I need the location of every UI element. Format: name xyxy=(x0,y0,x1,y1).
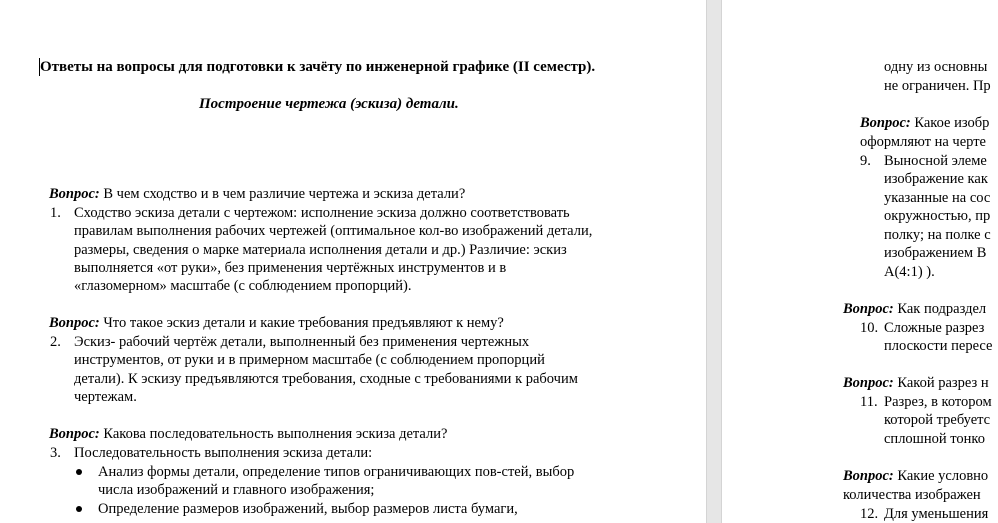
question-8 xyxy=(860,114,989,132)
list-number: 1. xyxy=(50,205,61,221)
question-label: Вопрос: xyxy=(843,468,894,484)
answer-line: «глазомерном» масштабе (с соблюдением пропорций). xyxy=(74,278,412,294)
bullet-line: Определение размеров изображений, выбор размеров листа бумаги, xyxy=(98,501,518,517)
answer-line: чертежам. xyxy=(74,389,137,405)
question-1 xyxy=(49,185,465,203)
document-title: Ответы на вопросы для подготовки к зачёту по инженерной графике (II семестр). xyxy=(40,59,596,75)
answer-line: выполняется «от руки», без применения чертёжных инструментов и в xyxy=(74,260,507,276)
question-text: Какой разрез н xyxy=(893,375,989,391)
question-label: Вопрос: xyxy=(843,375,894,391)
question-label: Вопрос: xyxy=(49,426,100,442)
answer-line: сплошной тонко xyxy=(884,431,985,447)
answer-line: полку; на полке с xyxy=(884,227,991,243)
answer-line: изображением В xyxy=(884,245,987,261)
question-text: Какие условно xyxy=(893,468,989,484)
answer-line: Разрез, в котором xyxy=(884,394,992,410)
list-number: 3. xyxy=(50,445,61,461)
answer-line: которой требуетс xyxy=(884,412,991,428)
answer-line: окружностью, пр xyxy=(884,208,991,224)
text-line: не ограничен. Пр xyxy=(884,78,991,94)
question-text: Какое изобр xyxy=(910,115,990,131)
answer-line: плоскости пересе xyxy=(884,338,993,354)
bullet-line: числа изображений и главного изображения; xyxy=(98,482,375,498)
question-3 xyxy=(49,425,447,443)
list-number: 2. xyxy=(50,334,61,350)
bullet-icon xyxy=(76,469,82,475)
bullet-icon xyxy=(76,506,82,512)
list-number: 11. xyxy=(860,394,878,410)
answer-line: изображение как xyxy=(884,171,988,187)
document-subtitle: Построение чертежа (эскиза) детали. xyxy=(199,96,459,112)
answer-line: детали). К эскизу предъявляются требования, сходные с требованиями к рабочим xyxy=(74,371,578,387)
text-line: оформляют на черте xyxy=(860,134,986,150)
answer-line: указанные на сос xyxy=(884,190,991,206)
text-line: количества изображен xyxy=(843,487,981,503)
question-2 xyxy=(49,314,504,332)
answer-line: правилам выполнения рабочих чертежей (оптимальное кол-во изображений детали, xyxy=(74,223,593,239)
question-text: В чем сходство и в чем различие чертежа и эскиза детали? xyxy=(99,186,466,202)
page-separator xyxy=(706,0,722,523)
bullet-line: Анализ формы детали, определение типов ограничивающих пов-стей, выбор xyxy=(98,464,575,480)
document-page-right[interactable] xyxy=(722,0,998,523)
question-label: Вопрос: xyxy=(860,115,911,131)
answer-line: Выносной элеме xyxy=(884,153,987,169)
answer-line: размеры, сведения о марке материала исполнения детали и др.) Различие: эскиз xyxy=(74,242,567,258)
answer-line: инструментов, от руки и в примерном масштабе (с соблюдением пропорций xyxy=(74,352,545,368)
question-text: Как подраздел xyxy=(893,301,987,317)
answer-line: Эскиз- рабочий чертёж детали, выполненный без применения чертежных xyxy=(74,334,530,350)
question-10 xyxy=(843,300,986,318)
question-label: Вопрос: xyxy=(843,301,894,317)
answer-line: Сложные разрез xyxy=(884,320,985,336)
answer-line: A(4:1) ). xyxy=(884,264,935,280)
question-text: Какова последовательность выполнения эскиза детали? xyxy=(99,426,448,442)
question-label: Вопрос: xyxy=(49,186,100,202)
list-number: 12. xyxy=(860,506,879,522)
question-11 xyxy=(843,374,989,392)
list-number: 10. xyxy=(860,320,879,336)
question-label: Вопрос: xyxy=(49,315,100,331)
text-line: одну из основны xyxy=(884,59,988,75)
question-12 xyxy=(843,467,988,485)
answer-line: Для уменьшения xyxy=(884,506,989,522)
answer-line: Сходство эскиза детали с чертежом: исполнение эскиза должно соответствовать xyxy=(74,205,570,221)
question-text: Что такое эскиз детали и какие требования предъявляют к нему? xyxy=(99,315,504,331)
answer-line: Последовательность выполнения эскиза детали: xyxy=(74,445,373,461)
list-number: 9. xyxy=(860,153,871,169)
